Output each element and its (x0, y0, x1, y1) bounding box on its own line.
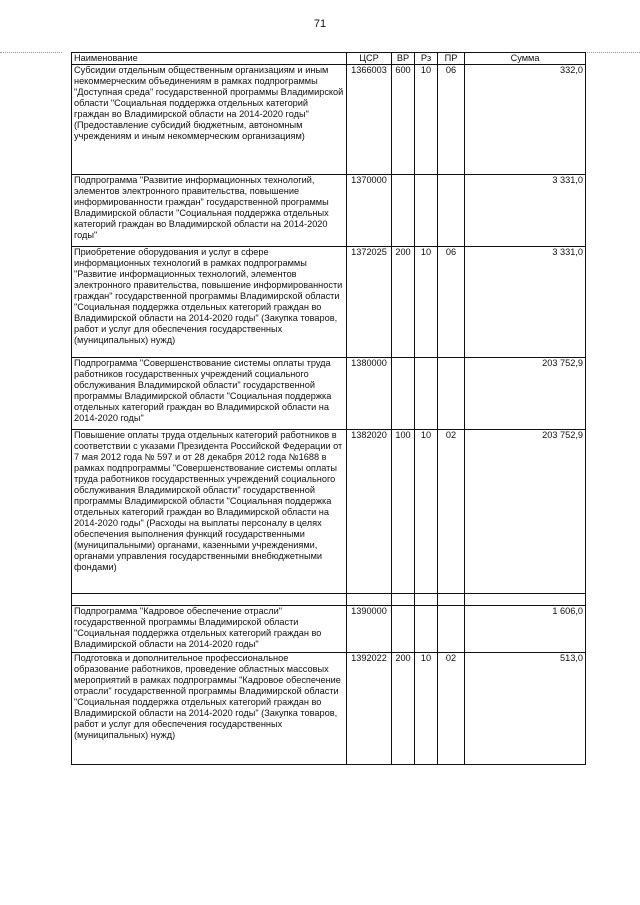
row-sum: 332,0 (465, 65, 586, 175)
row-name: Приобретение оборудования и услуг в сфере информационных технологий в рамках подпрограммы "Развитие информационных технологий, элементов электронного правительства, повышение информированности граждан" государственной программы Владимирской области "Социальная поддержка отдельных категорий граждан во Владимирской области на 2014-2020 годы" (Закупка товаров, работ и услуг для обеспечения государственных (муниципальных) нужд) (72, 247, 347, 358)
table-row (72, 65, 586, 175)
row-rz (415, 606, 438, 653)
row-pr: 02 (438, 653, 465, 765)
row-rz: 10 (415, 653, 438, 765)
row-pr (438, 606, 465, 653)
row-vr: 200 (392, 247, 415, 358)
row-pr: 06 (438, 65, 465, 175)
budget-table (71, 52, 586, 765)
table-row (72, 358, 586, 430)
row-sum: 203 752,9 (465, 358, 586, 430)
scan-edge-line-left (0, 52, 62, 53)
table-row (72, 247, 586, 358)
header-vr: ВР (392, 53, 415, 65)
row-vr: 100 (392, 430, 415, 594)
row-pr: 02 (438, 430, 465, 594)
row-name: Подпрограмма "Кадровое обеспечение отрасли" государственной программы Владимирской области "Социальная поддержка отдельных категорий граждан во Владимирской области на 2014-2020 годы" (72, 606, 347, 653)
row-pr (438, 175, 465, 247)
row-csr: 1372025 (347, 247, 392, 358)
row-csr: 1370000 (347, 175, 392, 247)
row-vr: 600 (392, 65, 415, 175)
row-csr: 1392022 (347, 653, 392, 765)
row-vr (392, 606, 415, 653)
header-pr: ПР (438, 53, 465, 65)
row-rz (415, 175, 438, 247)
table-header-row (72, 53, 586, 65)
row-vr (392, 358, 415, 430)
row-vr: 200 (392, 653, 415, 765)
row-csr: 1380000 (347, 358, 392, 430)
row-name: Подготовка и дополнительное профессиональное образование работников, проведение областных массовых мероприятий в рамках подпрограммы "Кадровое обеспечение отрасли" государственной программы Владимирской области "Социальная поддержка отдельных категорий граждан во Владимирской области на 2014-2020 годы" (Закупка товаров, работ и услуг для обеспечения государственных (муниципальных) нужд) (72, 653, 347, 765)
row-name: Подпрограмма "Совершенствование системы оплаты труда работников государственных учреждений социального обслуживания Владимирской области" государственной программы Владимирской области "Социальная поддержка отдельных категорий граждан во Владимирской области на 2014-2020 годы" (72, 358, 347, 430)
row-sum: 1 606,0 (465, 606, 586, 653)
row-rz: 10 (415, 65, 438, 175)
header-rz: Рз (415, 53, 438, 65)
row-csr: 1382020 (347, 430, 392, 594)
table-row (72, 653, 586, 765)
table-row (72, 430, 586, 594)
row-pr: 06 (438, 247, 465, 358)
row-sum: 3 331,0 (465, 175, 586, 247)
row-vr (392, 175, 415, 247)
row-csr: 1390000 (347, 606, 392, 653)
row-rz: 10 (415, 247, 438, 358)
header-csr: ЦСР (347, 53, 392, 65)
table-row (72, 606, 586, 653)
row-csr: 1366003 (347, 65, 392, 175)
row-sum: 3 331,0 (465, 247, 586, 358)
header-name: Наименование (72, 53, 347, 65)
row-sum: 203 752,9 (465, 430, 586, 594)
scan-edge-line-right (585, 52, 640, 53)
row-rz: 10 (415, 430, 438, 594)
row-rz (415, 358, 438, 430)
page-number: 71 (313, 18, 327, 30)
row-pr (438, 358, 465, 430)
row-name: Подпрограмма "Развитие информационных технологий, элементов электронного правительства, повышение информированности граждан" государственной программы Владимирской области "Социальная поддержка отдельных категорий граждан во Владимирской области на 2014-2020 годы" (72, 175, 347, 247)
row-name: Повышение оплаты труда отдельных категорий работников в соответствии с указами Президента Российской Федерации от 7 мая 2012 года № 597 и от 28 декабря 2012 года №1688 в рамках подпрограммы "Совершенствование системы оплаты труда работников государственных учреждений социального обслуживания Владимирской области" государственной программы Владимирской области "Социальная поддержка отдельных категорий граждан во Владимирской области на 2014-2020 годы" (Расходы на выплаты персоналу в целях обеспечения выполнения функций государственными (муниципальными) органами, казенными учреждениями, органами управления государственными внебюджетными фондами) (72, 430, 347, 594)
row-sum: 513,0 (465, 653, 586, 765)
header-sum: Сумма (465, 53, 586, 65)
spacer-row (72, 594, 586, 606)
table-row (72, 175, 586, 247)
row-name: Субсидии отдельным общественным организациям и иным некоммерческим объединениям в рамках подпрограммы "Доступная среда" государственной программы Владимирской области "Социальная поддержка отдельных категорий граждан во Владимирской области на 2014-2020 годы" (Предоставление субсидий бюджетным, автономным учреждениям и иным некоммерческим организациям) (72, 65, 347, 175)
